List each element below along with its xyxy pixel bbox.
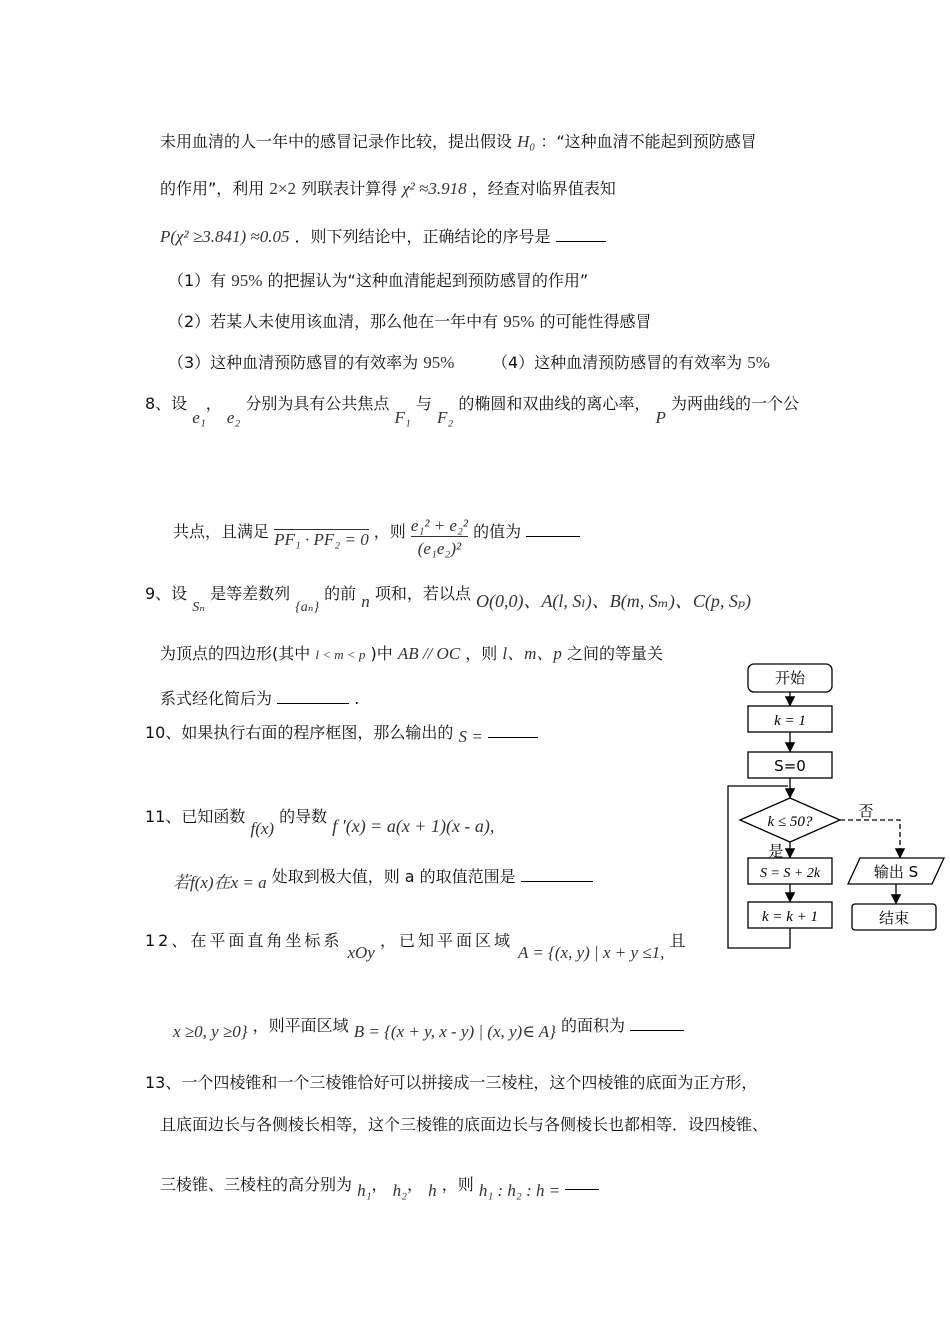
region-b: B = {(x + y, x - y) | (x, y)∈ A}: [353, 1022, 556, 1041]
q12-line-1: 12、在平面直角坐标系 xOy ，已知平面区域 A = {(x, y) | x + y ≤1, 且: [145, 931, 686, 962]
condition-label: k ≤ 50?: [767, 814, 813, 830]
fraction: $\frac{\text{e₁² + e₂²}}{\text{(e₁e₂)²}}$: [410, 516, 468, 558]
end-label: 结束: [878, 909, 910, 927]
q9-line-1: 9、设 Sₙ 是等差数列 {aₙ} 的前 n 项和，若以点 O(0,0)、A(l, Sₗ)、B(m, Sₘ)、C(p, Sₚ): [145, 584, 752, 615]
h0-symbol: H₀: [517, 132, 536, 151]
answer-blank[interactable]: [556, 227, 606, 242]
q12-line-2: x ≥0, y ≥0} ，则平面区域 B = {(x + y, x - y) | (x, y)∈ A} 的面积为: [173, 1015, 684, 1037]
q7-line-2: 的作用”，利用 2×2 列联表计算得 χ² ≈3.918 ，经查对临界值表知: [160, 179, 616, 198]
point-list: O(0,0)、A(l, Sₗ)、B(m, Sₘ)、C(p, Sₚ): [475, 591, 752, 611]
q7-option-1: （1）有 95% 的把握认为“这种血清能起到预防感冒的作用”: [168, 271, 589, 290]
answer-blank[interactable]: [526, 522, 580, 537]
q13-line-2: 且底面边长与各侧棱长相等，这个三棱锥的底面边长与各侧棱长也都相等．设四棱锥、: [160, 1115, 769, 1134]
q7-option-2: （2）若某人未使用该血清，那么他在一年中有 95% 的可能性得感冒: [168, 312, 652, 331]
answer-blank[interactable]: [277, 689, 349, 704]
q13-line-1: 13、一个四棱锥和一个三棱锥恰好可以拼接成一三棱柱，这个四棱锥的底面为正方形，: [145, 1073, 758, 1092]
init-k-label: k = 1: [774, 713, 806, 729]
vector-dot-product: PF₁ · PF₂ = 0: [274, 530, 369, 549]
q8-line-1: 8、设 e₁， e₂ 分别为具有公共焦点 F₁ 与 F₂ 的椭圆和双曲线的离心率， P 为两曲线的一个公: [145, 394, 800, 427]
q10-line: 10、如果执行右面的程序框图，那么输出的 S =: [145, 722, 538, 744]
program-flowchart: [726, 660, 946, 960]
q9-line-3: 系式经化简后为 .: [160, 689, 360, 708]
region-a: A = {(x, y) | x + y ≤1,: [518, 943, 665, 962]
answer-blank[interactable]: [630, 1016, 684, 1031]
no-branch-arrow: [840, 820, 900, 856]
answer-blank[interactable]: [521, 867, 593, 882]
q9-line-2: 为顶点的四边形(其中 l < m < p )中 AB // OC ，则 l、m、p 之间的等量关: [160, 644, 663, 663]
answer-blank[interactable]: [488, 723, 538, 738]
q7-line-1: 未用血清的人一年中的感冒记录作比较，提出假设 H₀ ：“这种血清不能起到预防感冒: [160, 132, 757, 151]
q7-option-3: （3）这种血清预防感冒的有效率为 95%: [168, 353, 455, 372]
chi-square-value: χ² ≈3.918: [402, 179, 467, 198]
q11-line-1: 11、已知函数 f(x) 的导数 f ′(x) = a(x + 1)(x - a),: [145, 807, 495, 838]
probability-expression: P(χ² ≥3.841) ≈0.05: [160, 227, 290, 246]
q11-line-2: 若f(x)在x = a 处取到极大值，则 a 的取值范围是: [173, 866, 593, 888]
no-label: 否: [858, 802, 874, 820]
derivative-expression: f ′(x) = a(x + 1)(x - a),: [332, 816, 495, 836]
start-label: 开始: [774, 669, 806, 687]
q13-line-3: 三棱锥、三棱柱的高分别为 h₁， h₂， h ，则 h₁ : h₂ : h =: [160, 1174, 599, 1196]
update-k-label: k = k + 1: [761, 909, 819, 925]
q7-line-3: P(χ² ≥3.841) ≈0.05 ．则下列结论中，正确结论的序号是: [160, 226, 606, 248]
output-label: 输出 S: [873, 863, 919, 881]
yes-label: 是: [768, 842, 784, 860]
init-s-label: S=0: [774, 757, 806, 775]
q8-line-2: 共点，且满足 PF₁ · PF₂ = 0 ，则 $\frac{\text{e₁² + e₂²}}{\text{(e₁e₂)²}}$ 的值为: [173, 510, 580, 555]
update-s-label: S = S + 2k: [759, 866, 821, 881]
answer-blank[interactable]: [565, 1179, 599, 1190]
q7-option-4: （4）这种血清预防感冒的有效率为 5%: [492, 353, 770, 372]
